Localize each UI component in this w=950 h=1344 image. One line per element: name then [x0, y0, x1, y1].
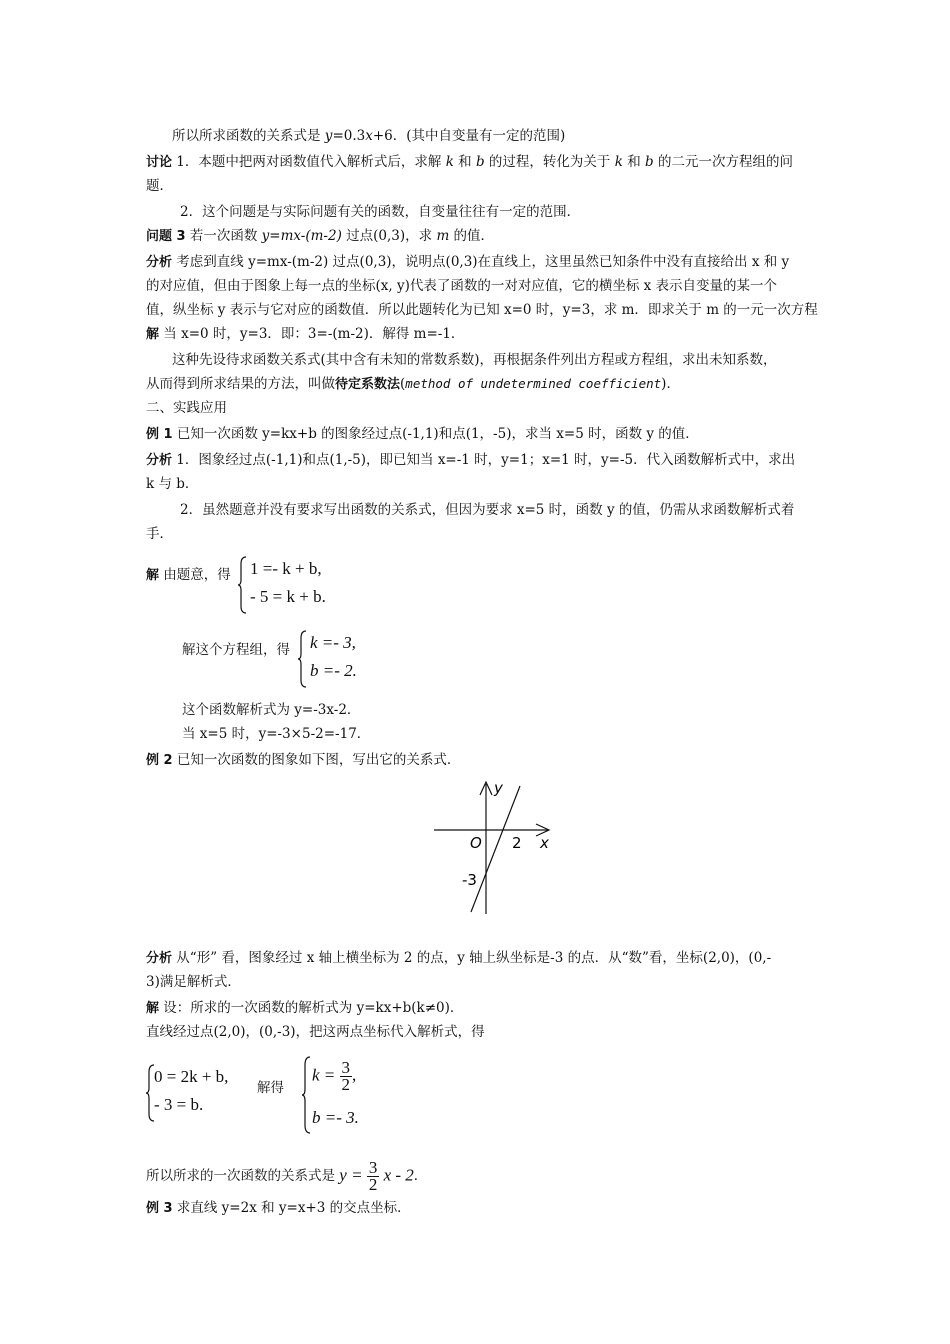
example-2: 例 2 已知一次函数的图象如下图，写出它的关系式． — [146, 752, 461, 768]
analysis-1-line-1: 分析 考虑到直线 y=mx-(m-2) 过点(0,3)，说明点(0,3)在直线上，这里虽然已知条件中没有直接给出 x 和 y — [146, 254, 790, 270]
solution-b: b =- 2. — [310, 661, 357, 680]
discussion-line-1-cont: 题． — [146, 178, 173, 194]
solution-2-result: 这个函数解析式为 y=-3x-2． — [182, 702, 361, 718]
conclusion-line: 所以所求函数的关系式是 y=0.3x+6．(其中自变量有一定的范围) — [172, 128, 566, 144]
equation-system-1 — [238, 556, 358, 614]
example-1: 例 1 已知一次函数 y=kx+b 的图象经过点(-1,1)和点(1，-5)，求当 x=5 时，函数 y 的值． — [146, 426, 699, 442]
origin-label: O — [470, 834, 482, 852]
equation-4: - 3 = b. — [154, 1095, 204, 1114]
analysis-2-line-2: k 与 b． — [146, 476, 199, 492]
brace-icon — [302, 1056, 312, 1134]
final-function: 所以所求的一次函数的关系式是 y = $\frac{3}{2}$ x - 2． — [146, 1158, 428, 1194]
brace-icon — [238, 556, 248, 614]
solve-system-text: 解这个方程组，得 — [182, 642, 290, 658]
function-graph — [430, 778, 560, 918]
analysis-2-line-3: 2．虽然题意并没有要求写出函数的关系式，但因为要求 x=5 时，函数 y 的值，仍需从求函数解析式着 — [180, 502, 795, 518]
analysis-3-line-2: 3)满足解析式． — [146, 974, 241, 990]
x-tick-label: 2 — [512, 834, 522, 852]
problem-3: 问题 3 若一次函数 y=mx-(m-2) 过点(0,3)，求 m 的值． — [146, 228, 495, 244]
y-tick-label: -3 — [462, 871, 477, 889]
analysis-1-line-3: 值，纵坐标 y 表示与它对应的函数值．所以此题转化为已知 x=0 时，y=3，求 m．即求关于 m 的一元一次方程 — [146, 302, 818, 318]
solution-system-1 — [298, 630, 398, 688]
solution-k-fraction: k = $\frac{3}{2}$ , — [312, 1058, 357, 1094]
equation-system-2 — [146, 1064, 256, 1122]
solution-3-line-2: 直线经过点(2,0)，(0,-3)，把这两点坐标代入解析式，得 — [146, 1024, 485, 1040]
analysis-3-line-1: 分析 从“形” 看，图象经过 x 轴上横坐标为 2 的点，y 轴上纵坐标是-3 的点．从“数”看，坐标(2,0)，(0,- — [146, 950, 772, 966]
example-3: 例 3 求直线 y=2x 和 y=x+3 的交点坐标． — [146, 1200, 411, 1216]
analysis-1-line-2: 的对应值，但由于图象上每一点的坐标(x, y)代表了函数的一对对应值，它的横坐标 x 表示自变量的某一个 — [146, 278, 778, 294]
equation-1: 1 =- k + b, — [250, 559, 322, 578]
solution-k: k =- 3, — [310, 633, 356, 652]
solution-1: 解 当 x=0 时，y=3．即：3=-(m-2)．解得 m=-1． — [146, 326, 465, 342]
discussion-line-1: 讨论 1．本题中把两对函数值代入解析式后，求解 k 和 b 的过程，转化为关于 k 和 b 的二元一次方程组的问 — [146, 154, 793, 170]
solution-b-value: b =- 3. — [312, 1108, 359, 1127]
analysis-2-line-4: 手． — [146, 526, 173, 542]
method-line-2: 从而得到所求结果的方法，叫做待定系数法(method of undetermined coefficient)． — [146, 376, 680, 392]
equation-3: 0 = 2k + b, — [154, 1067, 229, 1086]
solution-system-2 — [302, 1056, 402, 1134]
brace-icon — [298, 630, 308, 688]
solution-3-intro: 解 设：所求的一次函数的解析式为 y=kx+b(k≠0)． — [146, 1000, 464, 1016]
analysis-2-line-1: 分析 1．图象经过点(-1,1)和点(1,-5)，即已知当 x=-1 时，y=1；x=1 时，y=-5．代入函数解析式中，求出 — [146, 452, 796, 468]
x-axis-label: x — [540, 834, 549, 852]
solve-text: 解得 — [257, 1080, 284, 1096]
method-line-1: 这种先设待求函数关系式(其中含有未知的常数系数)，再根据条件列出方程或方程组，求出未知系数， — [172, 352, 777, 368]
equation-2: - 5 = k + b. — [250, 587, 326, 606]
solution-2-intro: 解 由题意，得 — [146, 567, 231, 583]
section-2-heading: 二、实践应用 — [146, 400, 227, 416]
discussion-line-2: 2．这个问题是与实际问题有关的函数，自变量往往有一定的范围． — [180, 204, 581, 220]
solution-2-value: 当 x=5 时，y=-3×5-2=-17． — [182, 726, 371, 742]
y-axis-label: y — [494, 779, 503, 797]
